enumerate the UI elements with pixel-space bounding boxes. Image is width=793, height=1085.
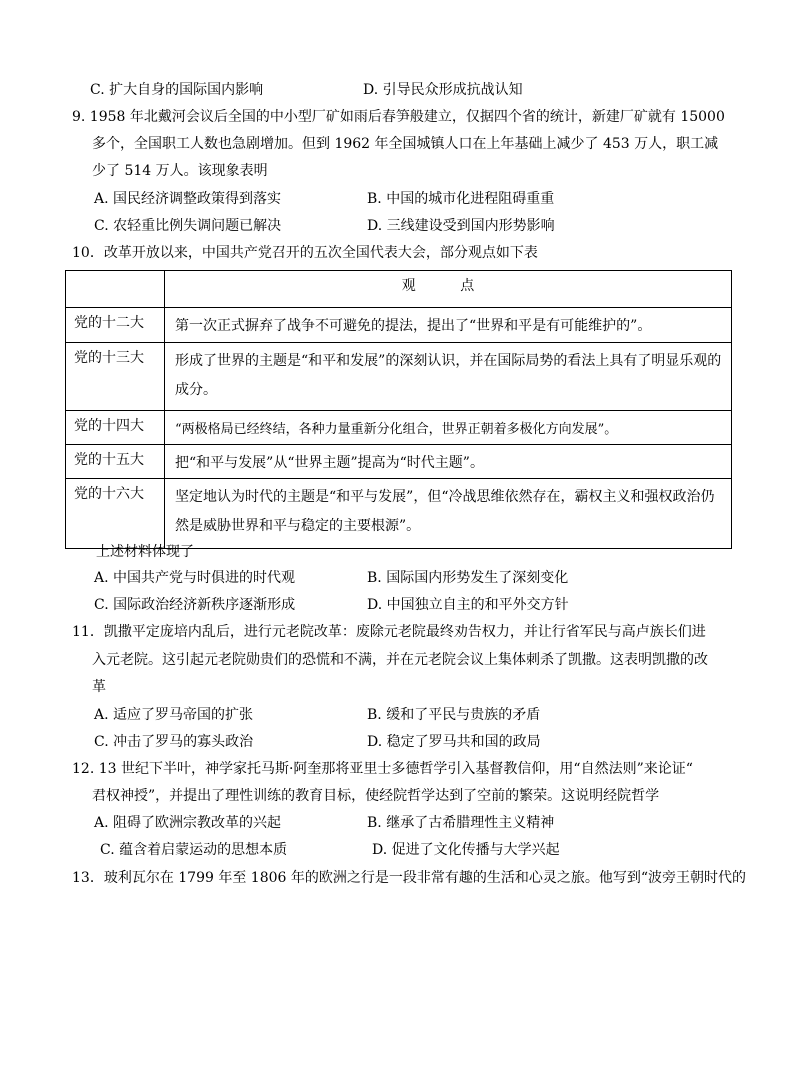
q12-stem-line-2: 君权神授”，并提出了理性训练的教育目标，使经院哲学达到了空前的繁荣。这说明经院哲学 (92, 788, 660, 804)
q10-stem: 10．改革开放以来，中国共产党召开的五次全国代表大会，部分观点如下表 (72, 245, 538, 261)
q9-stem-line-2: 多个，全国职工人数也急剧增加。但到 1962 年全国城镇人口在上年基础上减少了 453 万人，职工减 (92, 136, 719, 152)
q9-option-a: A. 国民经济调整政策得到落实 (94, 191, 282, 207)
party-congress-cell: 党的十三大 (66, 343, 165, 411)
q11-option-b: B. 缓和了平民与贵族的矛盾 (367, 707, 541, 723)
table-row (66, 479, 732, 549)
q9-option-d: D. 三线建设受到国内形势影响 (367, 218, 555, 234)
viewpoint-text: 形成了世界的主题是“和平和发展”的深刻认识，并在国际局势的看法上具有了明显乐观的 (175, 353, 722, 369)
viewpoint-text: “两极格局已经终结，各种力量重新分化组合，世界正朝着多极化方向发展”。 (175, 422, 618, 437)
q11-option-c: C. 冲击了罗马的寡头政治 (94, 734, 254, 750)
q9-option-c: C. 农轻重比例失调问题已解决 (94, 218, 282, 234)
table-header-blank (66, 271, 165, 308)
table-header-viewpoint: 观 点 (165, 271, 732, 308)
viewpoint-text: 第一次正式摒弃了战争不可避免的提法，提出了“世界和平是有可能维护的”。 (175, 318, 652, 334)
q10-option-c: C. 国际政治经济新秩序逐渐形成 (94, 597, 296, 613)
viewpoint-text-cont: 然是威胁世界和平与稳定的主要根源”。 (175, 518, 421, 534)
q8-option-d: D. 引导民众形成抗战认知 (363, 82, 523, 98)
viewpoint-cell (165, 479, 732, 549)
q11-stem-line-3: 革 (92, 679, 106, 695)
table-row (66, 411, 732, 445)
q10-option-b: B. 国际国内形势发生了深刻变化 (367, 570, 569, 586)
q9-stem-line-1: 9. 1958 年北戴河会议后全国的中小型厂矿如雨后春笋般建立，仅据四个省的统计，新建厂矿就有 15000 (72, 109, 725, 125)
q10-after-table: 上述材料体现了 (96, 544, 194, 560)
q12-stem-line-1: 12. 13 世纪下半叶，神学家托马斯·阿奎那将亚里士多德哲学引入基督教信仰，用“自然法则”来论证“ (72, 761, 693, 777)
viewpoint-cell (165, 411, 732, 445)
q12-option-b: B. 继承了古希腊理性主义精神 (367, 815, 555, 831)
table-row (66, 343, 732, 411)
party-congress-cell: 党的十二大 (66, 308, 165, 343)
q11-option-d: D. 稳定了罗马共和国的政局 (367, 734, 541, 750)
viewpoint-cell (165, 308, 732, 343)
q13-stem-line-1: 13．玻利瓦尔在 1799 年至 1806 年的欧洲之行是一段非常有趣的生活和心灵之旅。他写到“波旁王朝时代的 (72, 870, 747, 886)
table-header-row (66, 271, 732, 308)
q10-option-d: D. 中国独立自主的和平外交方针 (367, 597, 569, 613)
q11-stem-line-1: 11．凯撒平定庞培内乱后，进行元老院改革：废除元老院最终劝告权力，并让行省军民与高卢族长们进 (72, 624, 706, 640)
viewpoint-text: 坚定地认为时代的主题是“和平与发展”，但“冷战思维依然存在，霸权主义和强权政治仍 (175, 489, 715, 505)
q10-option-a: A. 中国共产党与时俱进的时代观 (94, 570, 296, 586)
table-row (66, 445, 732, 479)
q12-option-a: A. 阻碍了欧洲宗教改革的兴起 (94, 815, 282, 831)
viewpoint-text-cont: 成分。 (175, 382, 217, 398)
party-congress-cell: 党的十六大 (66, 479, 165, 549)
q11-option-a: A. 适应了罗马帝国的扩张 (94, 707, 254, 723)
q11-stem-line-2: 入元老院。这引起元老院勋贵们的恐慌和不满，并在元老院会议上集体刺杀了凯撒。这表明凯撒的改 (92, 652, 708, 668)
q12-option-c: C. 蕴含着启蒙运动的思想本质 (100, 842, 288, 858)
q9-option-b: B. 中国的城市化进程阻碍重重 (367, 191, 555, 207)
q9-stem-line-3: 少了 514 万人。该现象表明 (92, 163, 268, 179)
q12-option-d: D. 促进了文化传播与大学兴起 (372, 842, 560, 858)
q8-option-c: C. 扩大自身的国际国内影响 (90, 82, 264, 98)
viewpoint-cell (165, 343, 732, 411)
viewpoints-table (65, 270, 732, 549)
party-congress-cell: 党的十四大 (66, 411, 165, 445)
party-congress-cell: 党的十五大 (66, 445, 165, 479)
viewpoint-text: 把“和平与发展”从“世界主题”提高为“时代主题”。 (175, 455, 484, 471)
viewpoint-cell (165, 445, 732, 479)
table-row (66, 308, 732, 343)
